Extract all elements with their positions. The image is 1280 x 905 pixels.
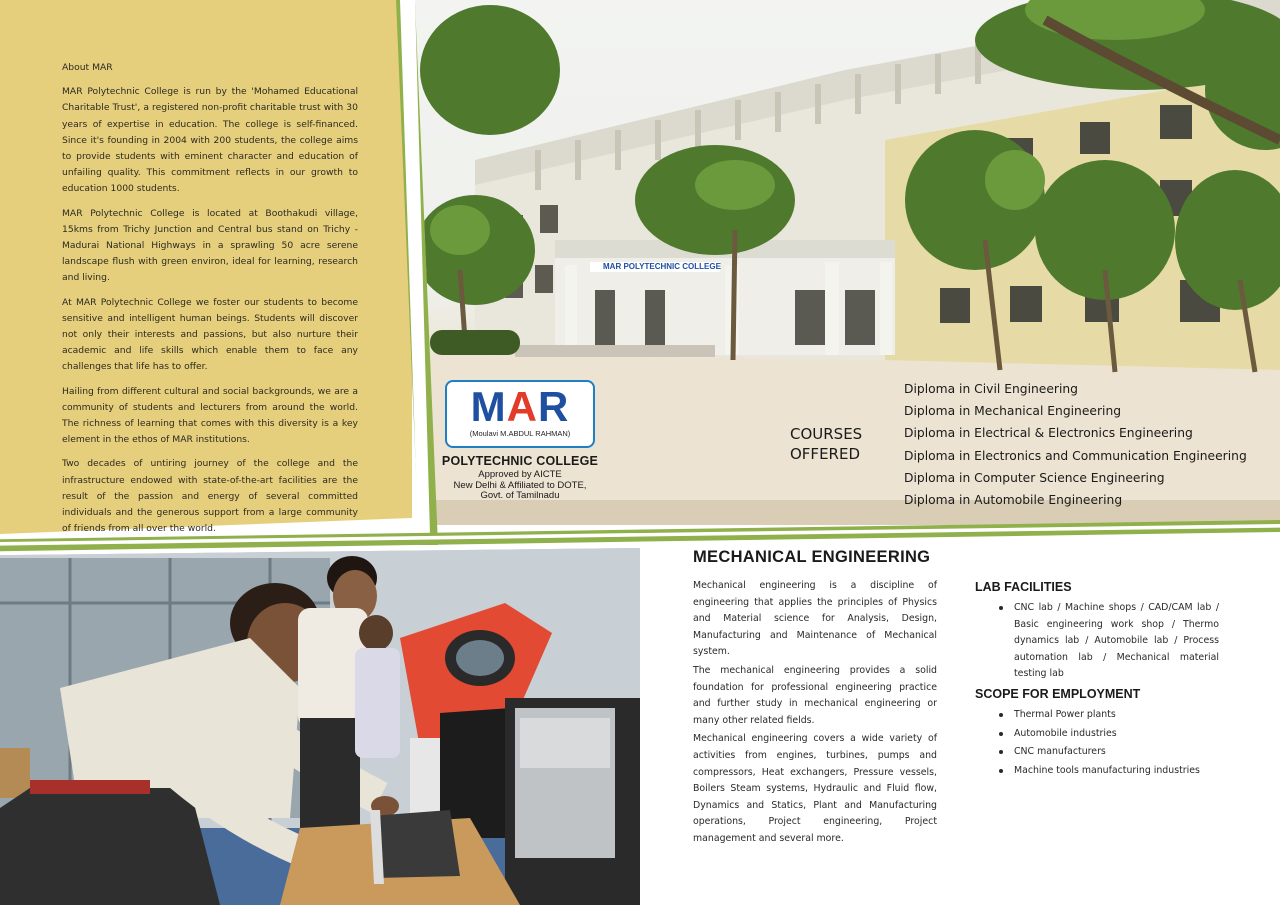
logo-letter-r: R [538,383,570,430]
about-panel [0,0,425,560]
approval-line: Govt. of Tamilnadu [480,490,560,501]
course-item: Diploma in Electrical & Electronics Engineering [904,426,1193,441]
mechanical-description [693,578,937,850]
courses-title [790,424,870,464]
about-paragraph: MAR Polytechnic College is run by the 'Mohamed Educational Charitable Trust', a registered non-profit charitable trust with 30 years of expertise in education. The college is self-financed. Since it's founding in 2004 with 200 students, the college aims to provide students with eminent character and education of unfailing quality. This commitment reflects in our growth to education 1000 students. [62,86,358,195]
courses-title-line: COURSES [790,425,863,443]
mechanical-paragraph: Mechanical engineering covers a wide variety of activities from engines, turbines, pumps and compressors, Heat exchangers, Pressure vessels, Boilers Steam systems, Hydraulic and Fluid flow, Dynamics and Statics, Plant and Manufacturing operations, Project engineering, Project management and several more. [693,733,937,844]
approval-line: New Delhi & Affiliated to DOTE, [453,479,587,491]
logo-letter-a: A [506,383,538,430]
scope-item: Automobile industries [999,725,1259,744]
courses-title-line: OFFERED [790,445,860,463]
course-item: Diploma in Automobile Engineering [904,493,1123,508]
lab-students-photo [0,548,640,905]
college-name: POLYTECHNIC COLLEGE [441,454,599,468]
lab-facilities-heading: LAB FACILITIES [975,580,1072,594]
college-logo-block [440,380,600,502]
college-approval [440,470,600,502]
course-item: Diploma in Mechanical Engineering [904,404,1122,419]
lab-facilities-list [999,600,1219,683]
approval-line: Approved by AICTE [478,469,562,480]
about-paragraph: Hailing from different cultural and social backgrounds, we are a community of students and lecturers from around the world. The richness of learning that comes with this diversity is a key element in the ethos of MAR institutions. [62,385,358,446]
mechanical-paragraph: The mechanical engineering provides a solid foundation for professional engineering practice and further study in mechanical engineering or many other related fields. [693,664,937,726]
courses-list [904,378,1247,511]
building-sign: MAR POLYTECHNIC COLLEGE [603,262,721,271]
mechanical-paragraph: Mechanical engineering is a discipline of engineering that applies the principles of Physics and Material science for Analysis, Design, Manufacturing and Maintenance of Mechanical system. [693,580,937,658]
logo-subtitle: (Moulavi M.ABDUL RAHMAN) [469,429,571,438]
logo-mark [447,383,593,430]
about-paragraph: At MAR Polytechnic College we foster our students to become sensitive and intelligent human beings. Students will discover not only their interests and passions, but also nurture their academic and life skills which enable them to face any challenges that life has to offer. [62,296,358,373]
about-paragraph: MAR Polytechnic College is located at Boothakudi village, 15kms from Trichy Junction and Central bus stand on Trichy - Madurai National Highways in a sprawling 50 acre serene landscape flush with green environ, ideal for learning, research and living. [62,207,358,284]
scope-item: CNC manufacturers [999,743,1259,762]
lab-illustration [0,548,640,905]
about-text-block [62,60,358,545]
course-item: Diploma in Civil Engineering [904,382,1078,396]
course-item: Diploma in Computer Science Engineering [904,470,1165,485]
about-heading: About MAR [62,62,113,73]
scope-list [999,706,1259,780]
mar-logo [445,380,595,448]
course-item: Diploma in Electronics and Communication Engineering [904,448,1247,463]
about-paragraph: Two decades of untiring journey of the college and the infrastructure endowed with state-of-the-art facilities are the result of the passion and energy of several committed individuals and the generous support from a large community of friends from all over the world. [62,458,358,535]
scope-heading: SCOPE FOR EMPLOYMENT [975,687,1141,701]
scope-item: Machine tools manufacturing industries [999,762,1259,781]
scope-item: Thermal Power plants [999,706,1259,725]
mechanical-title: MECHANICAL ENGINEERING [693,548,931,566]
lab-facility-item: CNC lab / Machine shops / CAD/CAM lab / Basic engineering work shop / Thermo dynamics lab / Automobile lab / Process automation lab / Mechanical material testing lab [999,600,1219,683]
logo-letter-m: M [470,383,507,430]
